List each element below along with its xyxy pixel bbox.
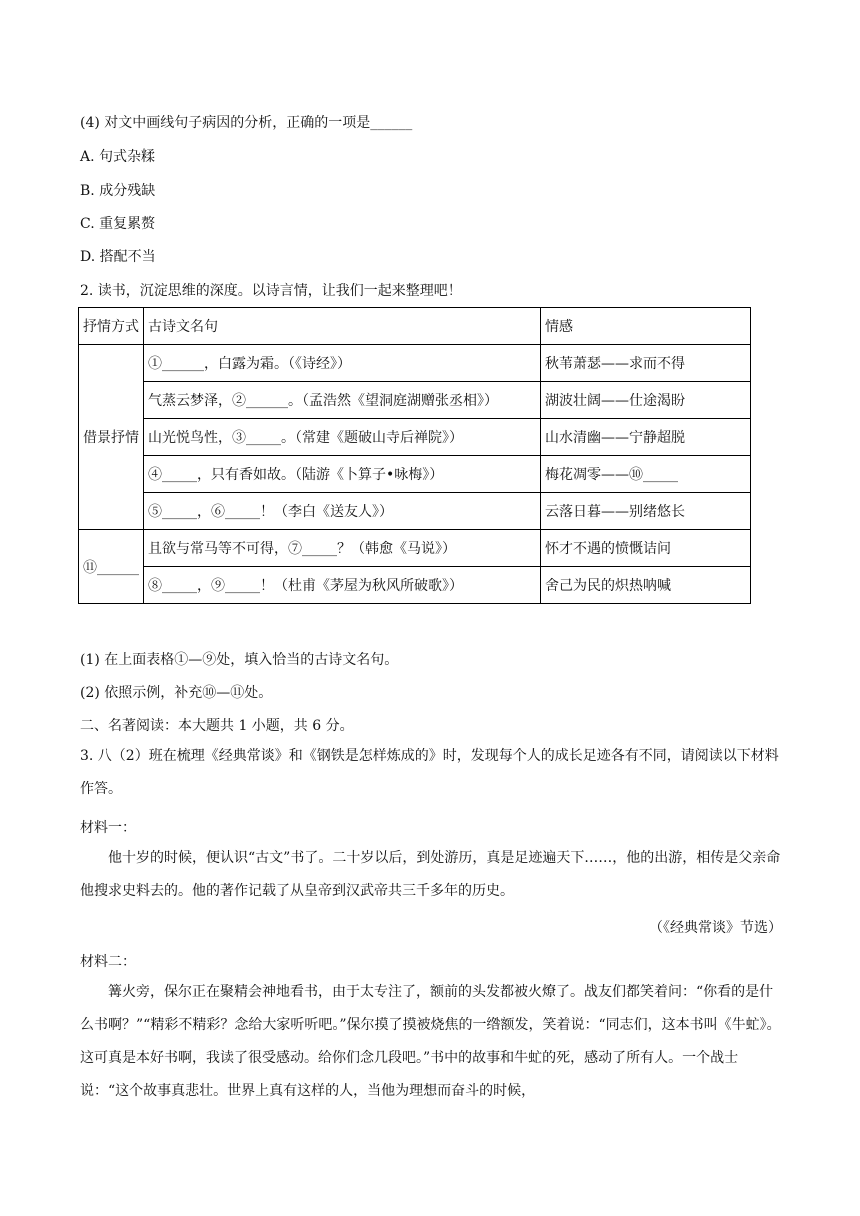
poem-table bbox=[78, 307, 751, 604]
material2-label: 材料二： bbox=[80, 954, 136, 970]
emotion-cell: 怀才不遇的愤慨诘问 bbox=[541, 530, 751, 567]
table-header-row bbox=[79, 308, 751, 345]
group-label-scenery: 借景抒情 bbox=[79, 345, 144, 530]
table-row bbox=[79, 567, 751, 604]
table-row bbox=[79, 530, 751, 567]
poem-cell: 山光悦鸟性，③_____。（常建《题破山寺后禅院》） bbox=[144, 419, 541, 456]
poem-cell: ⑧_____，⑨_____！（杜甫《茅屋为秋风所破歌》） bbox=[144, 567, 541, 604]
q2-sub1: (1) 在上面表格①—⑨处，填入恰当的古诗文名句。 bbox=[80, 652, 399, 668]
emotion-cell: 梅花凋零——⑩_____ bbox=[541, 456, 751, 493]
q2-sub2: (2) 依照示例，补充⑩—⑪处。 bbox=[80, 685, 273, 701]
header-emotion: 情感 bbox=[541, 308, 751, 345]
poem-cell: 气蒸云梦泽，②______。（孟浩然《望洞庭湖赠张丞相》） bbox=[144, 382, 541, 419]
q4-option-d: D. 搭配不当 bbox=[80, 249, 156, 265]
table-row bbox=[79, 419, 751, 456]
poem-cell: ⑤_____，⑥_____！（李白《送友人》） bbox=[144, 493, 541, 530]
emotion-cell: 湖波壮阔——仕途渴盼 bbox=[541, 382, 751, 419]
emotion-cell: 云落日暮——别绪悠长 bbox=[541, 493, 751, 530]
table-row bbox=[79, 493, 751, 530]
material1-text: 他十岁的时候，便认识“古文”书了。二十岁以后，到处游历，真是足迹遍天下……，他的出游，相传是父亲命他搜求史料去的。他的著作记载了从皇帝到汉武帝共三千多年的历史。 bbox=[80, 850, 781, 899]
q4-option-a: A. 句式杂糅 bbox=[80, 149, 156, 165]
section2-heading: 二、名著阅读：本大题共 1 小题，共 6 分。 bbox=[80, 718, 354, 734]
poem-cell: 且欲与常马等不可得，⑦_____？（韩愈《马说》） bbox=[144, 530, 541, 567]
q2-stem: 2. 读书，沉淀思维的深度。以诗言情，让我们一起来整理吧！ bbox=[80, 283, 462, 299]
poem-cell: ④_____，只有香如故。（陆游《卜算子•咏梅》） bbox=[144, 456, 541, 493]
material2-text: 篝火旁，保尔正在聚精会神地看书，由于太专注了，额前的头发都被火燎了。战友们都笑着问：“你看的是什么书啊？”“精彩不精彩？念给大家听听吧。”保尔摸了摸被烧焦的一绺额发，笑着说：“同志们，这本书叫《牛虻》。这可真是本好书啊，我读了很受感动。给你们念几段吧。”书中的故事和牛虻的死，感动了所有人。一个战士说：“这个故事真悲壮。世界上真有这样的人，当他为理想而奋斗的时候， bbox=[80, 984, 781, 1099]
header-poem: 古诗文名句 bbox=[144, 308, 541, 345]
table-row bbox=[79, 456, 751, 493]
table-row bbox=[79, 345, 751, 382]
poem-cell: ①______，白露为霜。（《诗经》） bbox=[144, 345, 541, 382]
q4-stem: (4) 对文中画线句子病因的分析，正确的一项是______ bbox=[80, 115, 413, 131]
q4-option-c: C. 重复累赘 bbox=[80, 216, 156, 232]
group-label-blank: ⑪______ bbox=[79, 530, 144, 604]
q3-stem: 3. 八（2）班在梳理《经典常谈》和《钢铁是怎样炼成的》时，发现每个人的成长足迹各有不同，请阅读以下材料作答。 bbox=[80, 748, 779, 797]
emotion-cell: 山水清幽——宁静超脱 bbox=[541, 419, 751, 456]
emotion-cell: 舍己为民的炽热呐喊 bbox=[541, 567, 751, 604]
emotion-cell: 秋苇萧瑟——求而不得 bbox=[541, 345, 751, 382]
material1-source: （《经典常谈》节选） bbox=[649, 920, 782, 936]
material1-label: 材料一： bbox=[80, 820, 136, 836]
table-row bbox=[79, 382, 751, 419]
header-method: 抒情方式 bbox=[79, 308, 144, 345]
q4-option-b: B. 成分残缺 bbox=[80, 183, 156, 199]
